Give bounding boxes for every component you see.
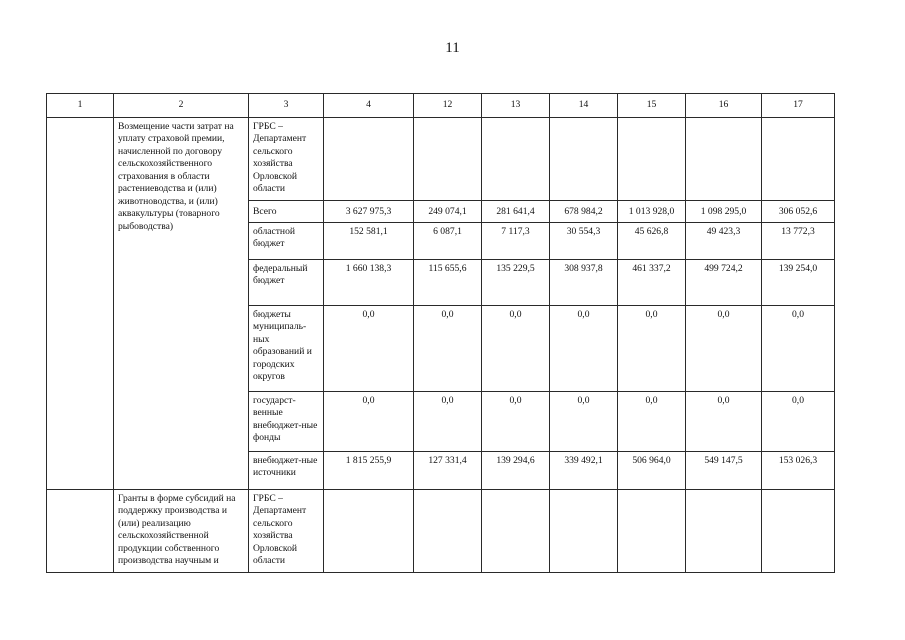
empty-cell (550, 490, 618, 573)
value-cell: 135 229,5 (482, 260, 550, 306)
value-cell: 127 331,4 (414, 452, 482, 490)
funding-source: областной бюджет (249, 223, 324, 260)
value-cell: 7 117,3 (482, 223, 550, 260)
header-row (47, 94, 835, 118)
empty-cell (324, 490, 414, 573)
value-cell: 306 052,6 (762, 201, 835, 223)
funding-source: Всего (249, 201, 324, 223)
row-number-cell (47, 490, 114, 573)
value-cell: 139 254,0 (762, 260, 835, 306)
value-cell: 0,0 (686, 306, 762, 392)
value-cell: 0,0 (414, 306, 482, 392)
value-cell: 1 098 295,0 (686, 201, 762, 223)
table-row (47, 490, 835, 573)
header-cell: 1 (47, 94, 114, 118)
header-cell: 14 (550, 94, 618, 118)
page-number: 11 (445, 40, 460, 56)
empty-cell (618, 490, 686, 573)
value-cell: 678 984,2 (550, 201, 618, 223)
funding-source: бюджеты муниципаль-ных образований и городских округов (249, 306, 324, 392)
funding-source: внебюджет-ные источники (249, 452, 324, 490)
measure-description: Гранты в форме субсидий на поддержку производства и (или) реализацию сельскохозяйственной продукции собственного производства научным и (114, 490, 249, 573)
empty-cell (618, 118, 686, 201)
value-cell: 115 655,6 (414, 260, 482, 306)
value-cell: 0,0 (550, 392, 618, 452)
empty-cell (762, 490, 835, 573)
value-cell: 461 337,2 (618, 260, 686, 306)
value-cell: 0,0 (324, 306, 414, 392)
value-cell: 152 581,1 (324, 223, 414, 260)
header-cell: 4 (324, 94, 414, 118)
header-cell: 13 (482, 94, 550, 118)
value-cell: 0,0 (686, 392, 762, 452)
empty-cell (482, 118, 550, 201)
value-cell: 1 815 255,9 (324, 452, 414, 490)
value-cell: 49 423,3 (686, 223, 762, 260)
value-cell: 281 641,4 (482, 201, 550, 223)
value-cell: 308 937,8 (550, 260, 618, 306)
value-cell: 139 294,6 (482, 452, 550, 490)
value-cell: 0,0 (482, 306, 550, 392)
header-cell: 3 (249, 94, 324, 118)
value-cell: 0,0 (762, 306, 835, 392)
value-cell: 153 026,3 (762, 452, 835, 490)
value-cell: 13 772,3 (762, 223, 835, 260)
value-cell: 1 013 928,0 (618, 201, 686, 223)
value-cell: 249 074,1 (414, 201, 482, 223)
empty-cell (686, 118, 762, 201)
empty-cell (762, 118, 835, 201)
table-row (47, 118, 835, 201)
empty-cell (324, 118, 414, 201)
row-number-cell (47, 118, 114, 490)
value-cell: 0,0 (482, 392, 550, 452)
measure-description: Возмещение части затрат на уплату страховой премии, начисленной по договору сельскохозяйственного страхования в области растениеводства и (или) животноводства, и (или) аквакультуры (товарного рыбоводства) (114, 118, 249, 490)
empty-cell (414, 118, 482, 201)
grbs-cell: ГРБС – Департамент сельского хозяйства Орловской области (249, 490, 324, 573)
value-cell: 506 964,0 (618, 452, 686, 490)
grbs-cell: ГРБС – Департамент сельского хозяйства Орловской области (249, 118, 324, 201)
header-cell: 16 (686, 94, 762, 118)
value-cell: 6 087,1 (414, 223, 482, 260)
value-cell: 549 147,5 (686, 452, 762, 490)
funding-source: федеральный бюджет (249, 260, 324, 306)
funding-source: государст-венные внебюджет-ные фонды (249, 392, 324, 452)
value-cell: 1 660 138,3 (324, 260, 414, 306)
value-cell: 0,0 (414, 392, 482, 452)
header-cell: 17 (762, 94, 835, 118)
empty-cell (550, 118, 618, 201)
value-cell: 0,0 (618, 306, 686, 392)
empty-cell (686, 490, 762, 573)
header-cell: 15 (618, 94, 686, 118)
value-cell: 45 626,8 (618, 223, 686, 260)
header-cell: 12 (414, 94, 482, 118)
empty-cell (414, 490, 482, 573)
value-cell: 0,0 (324, 392, 414, 452)
value-cell: 0,0 (618, 392, 686, 452)
value-cell: 0,0 (550, 306, 618, 392)
value-cell: 30 554,3 (550, 223, 618, 260)
budget-table (46, 93, 835, 573)
value-cell: 499 724,2 (686, 260, 762, 306)
value-cell: 339 492,1 (550, 452, 618, 490)
value-cell: 0,0 (762, 392, 835, 452)
value-cell: 3 627 975,3 (324, 201, 414, 223)
header-cell: 2 (114, 94, 249, 118)
empty-cell (482, 490, 550, 573)
